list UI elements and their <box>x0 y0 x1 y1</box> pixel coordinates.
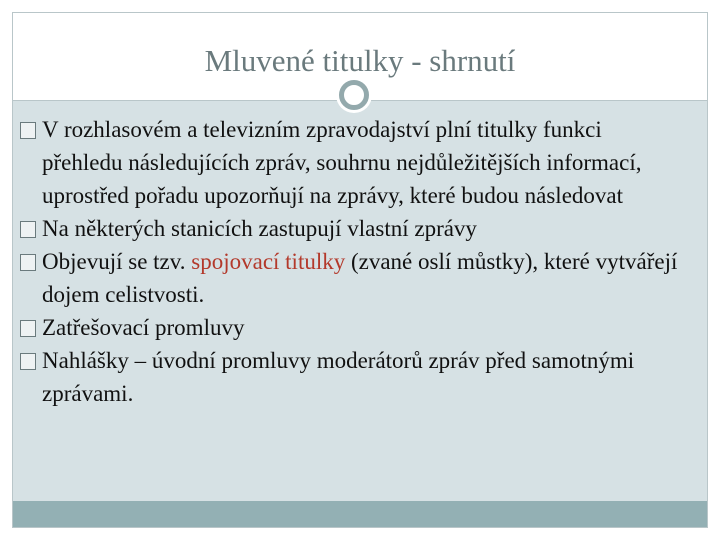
bullet-text: Zatřešovací promluvy <box>42 315 245 340</box>
bullet-text: Nahlášky – úvodní promluvy moderátorů zpráv před samotnými zprávami. <box>42 348 635 406</box>
square-bullet-icon <box>20 254 36 271</box>
bullet-item <box>20 344 685 410</box>
bullet-text-before: Objevují se tzv. <box>42 249 192 274</box>
square-bullet-icon <box>20 320 36 337</box>
footer-bar <box>13 501 707 527</box>
bullet-item <box>20 113 685 212</box>
bullet-item <box>20 212 685 245</box>
square-bullet-icon <box>20 122 36 139</box>
slide-title: Mluvené titulky - shrnutí <box>204 43 516 78</box>
bullet-item <box>20 245 685 311</box>
bullet-text: Na některých stanicích zastupují vlastní zprávy <box>42 216 477 241</box>
bullet-text: V rozhlasovém a televizním zpravodajství plní titulky funkci přehledu následujících zpráv, souhrnu nejdůležitějších informací, uprostřed pořadu upozorňují na zprávy, které budou následovat <box>42 117 642 208</box>
circle-ornament-icon <box>339 80 369 110</box>
square-bullet-icon <box>20 221 36 238</box>
bullet-list <box>20 113 685 410</box>
bullet-text-after: (zvané oslí můstky), které vytvářejí dojem celistvosti. <box>42 249 678 307</box>
bullet-item <box>20 311 685 344</box>
highlighted-term: spojovací titulky <box>191 249 346 274</box>
square-bullet-icon <box>20 353 36 370</box>
